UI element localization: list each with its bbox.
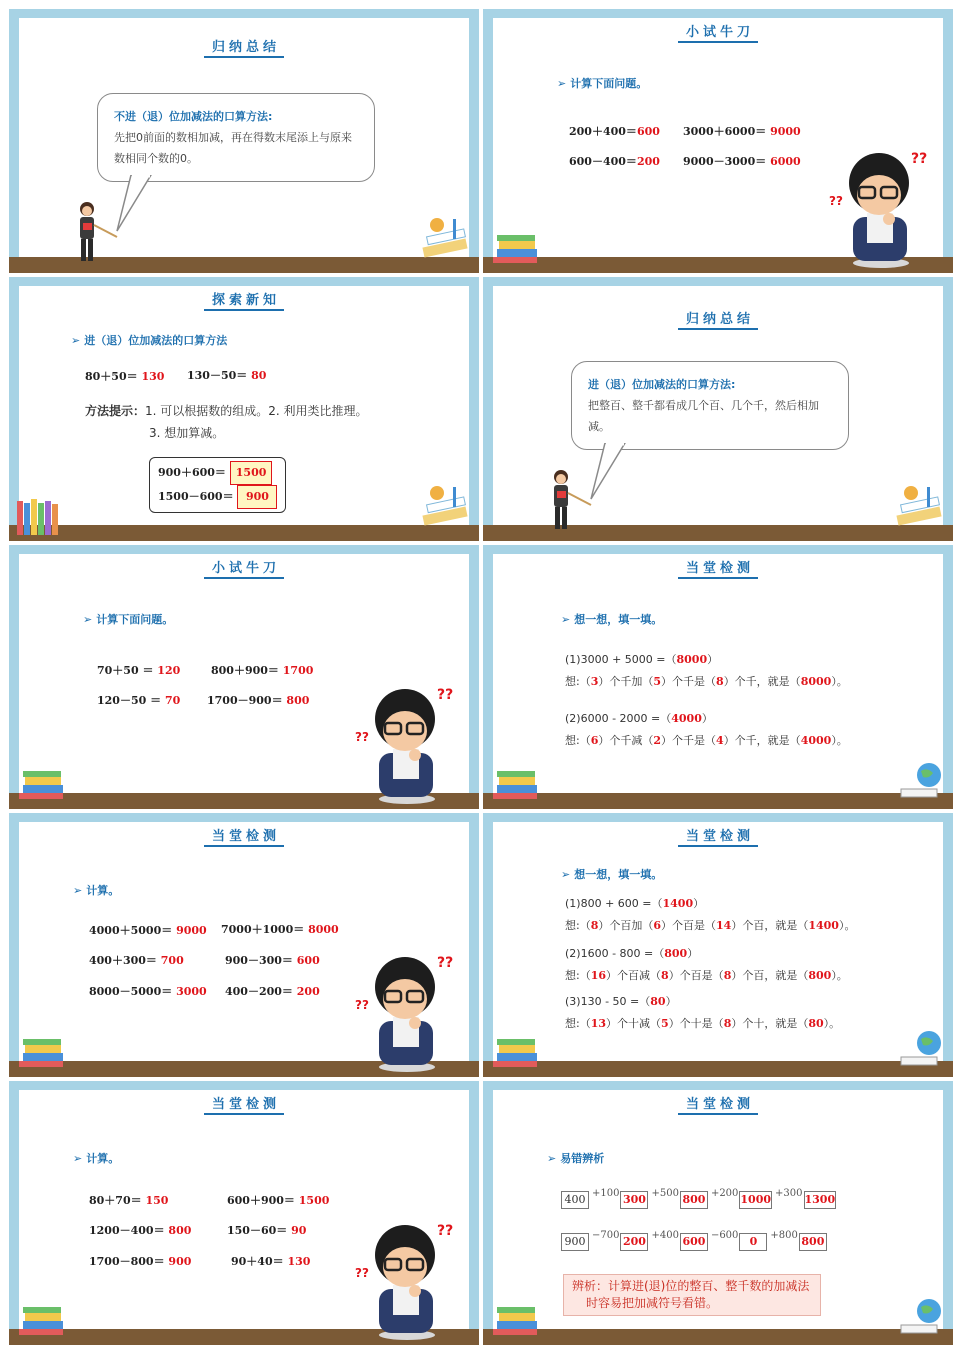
equation: 1700－900＝ 800 xyxy=(207,694,310,707)
svg-text:??: ?? xyxy=(829,194,843,208)
equation: 4000＋5000＝ 9000 xyxy=(89,924,207,937)
practice-box xyxy=(149,457,286,513)
method-hint: 方法提示：1. 可以根据数的组成。2. 利用类比推理。 xyxy=(85,404,368,418)
chevron-right-icon: ➢ xyxy=(561,868,571,881)
svg-text:??: ?? xyxy=(355,1266,369,1280)
reasoning: 想:（3）个千加（5）个千是（8）个千，就是（8000）。 xyxy=(565,675,848,688)
slide-title: 归纳总结 xyxy=(483,308,953,330)
svg-text:??: ?? xyxy=(911,151,928,167)
equation: 70＋50 ＝ 120 xyxy=(97,664,181,677)
thinking-boy-illustration xyxy=(349,943,459,1073)
slide-title: 小试牛刀 xyxy=(9,557,479,579)
reasoning: 想:（13）个十减（5）个十是（8）个十，就是（80）。 xyxy=(565,1017,841,1030)
train-engine: 400 xyxy=(561,1191,589,1209)
operation: +800 xyxy=(770,1229,798,1241)
books-illustration xyxy=(13,1035,73,1073)
speech-bubble xyxy=(571,361,849,450)
equation: 200＋400＝600 xyxy=(569,125,660,138)
slide-title: 当堂检测 xyxy=(483,1093,953,1115)
train-car: 300 xyxy=(620,1191,648,1209)
bullet-heading: ➢ 进（退）位加减法的口算方法 xyxy=(71,334,228,347)
thinking-boy-illustration xyxy=(349,675,459,805)
floor xyxy=(483,793,953,809)
bullet-heading: ➢ 想一想，填一填。 xyxy=(561,613,663,626)
train-car: 200 xyxy=(620,1233,648,1251)
floor xyxy=(9,525,479,541)
svg-text:??: ?? xyxy=(437,1223,454,1239)
equation: 1200－400＝ 800 xyxy=(89,1224,192,1237)
note-line: 辨析：计算进(退)位的整百、整千数的加减法 xyxy=(572,1279,810,1293)
svg-text:??: ?? xyxy=(437,955,454,971)
bullet-heading: ➢ 计算。 xyxy=(73,1152,120,1165)
question: (3)130 - 50 =（80） xyxy=(565,995,677,1008)
bookshelf-illustration xyxy=(15,497,63,537)
books-illustration xyxy=(417,483,473,533)
thinking-boy-illustration xyxy=(823,139,933,269)
equation: 7000＋1000＝ 8000 xyxy=(221,923,339,936)
chevron-right-icon: ➢ xyxy=(547,1152,557,1165)
slide-8 xyxy=(483,813,953,1077)
equation: 600＋900＝ 1500 xyxy=(227,1194,330,1207)
chevron-right-icon: ➢ xyxy=(73,884,83,897)
teacher-illustration xyxy=(69,199,129,269)
floor xyxy=(483,1329,953,1345)
error-analysis-note xyxy=(563,1274,821,1316)
train-engine: 900 xyxy=(561,1233,589,1251)
teacher-illustration xyxy=(543,467,603,537)
bullet-heading: ➢ 计算下面问题。 xyxy=(557,77,648,90)
method-hint-line2: 3. 想加算减。 xyxy=(149,426,225,440)
speech-bubble xyxy=(97,93,375,182)
globe-illustration xyxy=(897,1295,947,1339)
slide-title: 探索新知 xyxy=(9,289,479,311)
books-illustration xyxy=(487,231,547,269)
floor xyxy=(483,1061,953,1077)
equation: 9000－3000＝ 6000 xyxy=(683,155,801,168)
books-illustration xyxy=(417,215,473,265)
thinking-boy-illustration xyxy=(349,1211,459,1341)
operation: +100 xyxy=(592,1187,620,1199)
globe-illustration xyxy=(897,1027,947,1071)
bubble-heading: 进（退）位加减法的口算方法: xyxy=(588,378,736,391)
operation: +500 xyxy=(651,1187,679,1199)
equation: 400＋300＝ 700 xyxy=(89,954,184,967)
equation: 400－200＝ 200 xyxy=(225,985,320,998)
train-row xyxy=(561,1229,829,1251)
equation: 130－50＝ 80 xyxy=(187,369,267,382)
operation: −600 xyxy=(710,1229,739,1241)
books-illustration xyxy=(487,767,547,805)
slide-1 xyxy=(9,9,479,273)
equation: 90＋40＝ 130 xyxy=(231,1255,311,1268)
books-illustration xyxy=(891,483,947,533)
books-illustration xyxy=(13,1303,73,1341)
slide-6 xyxy=(483,545,953,809)
equation: 8000－5000＝ 3000 xyxy=(89,985,207,998)
books-illustration xyxy=(13,767,73,805)
equation: 600－400＝200 xyxy=(569,155,660,168)
slide-title: 当堂检测 xyxy=(483,825,953,847)
slide-4 xyxy=(483,277,953,541)
train-row xyxy=(561,1187,838,1209)
slide-2 xyxy=(483,9,953,273)
operation: +400 xyxy=(651,1229,679,1241)
operation: +200 xyxy=(710,1187,739,1199)
slide-canvas xyxy=(493,822,943,1068)
svg-text:??: ?? xyxy=(355,730,369,744)
globe-illustration xyxy=(897,759,947,803)
note-line: 时容易把加减符号看错。 xyxy=(586,1296,719,1310)
bullet-heading: ➢ 计算。 xyxy=(73,884,120,897)
books-illustration xyxy=(487,1303,547,1341)
equation: 1700－800＝ 900 xyxy=(89,1255,192,1268)
bullet-heading: ➢ 易错辨析 xyxy=(547,1152,605,1165)
chevron-right-icon: ➢ xyxy=(71,334,81,347)
bubble-heading: 不进（退）位加减法的口算方法: xyxy=(114,110,273,123)
equation: 900－300＝ 600 xyxy=(225,954,320,967)
slide-title: 当堂检测 xyxy=(483,557,953,579)
reasoning: 想:（16）个百减（8）个百是（8）个百，就是（800）。 xyxy=(565,969,848,982)
reasoning: 想:（8）个百加（6）个百是（14）个百，就是（1400）。 xyxy=(565,919,856,932)
equation: 80＋70＝ 150 xyxy=(89,1194,169,1207)
bullet-heading: ➢ 计算下面问题。 xyxy=(83,613,174,626)
chevron-right-icon: ➢ xyxy=(561,613,571,626)
question: (1)3000 + 5000 =（8000） xyxy=(565,653,719,666)
chevron-right-icon: ➢ xyxy=(557,77,567,90)
bullet-heading: ➢ 想一想，填一填。 xyxy=(561,868,663,881)
operation: −700 xyxy=(592,1229,620,1241)
slide-title: 归纳总结 xyxy=(9,36,479,58)
bubble-text: 先把0前面的数相加减，再在得数末尾添上与原来数相同个数的0。 xyxy=(114,131,352,165)
books-illustration xyxy=(487,1035,547,1073)
slide-5 xyxy=(9,545,479,809)
question: (2)6000 - 2000 =（4000） xyxy=(565,712,713,725)
operation: +300 xyxy=(775,1187,803,1199)
train-car: 0 xyxy=(739,1233,767,1251)
equation: 800＋900＝ 1700 xyxy=(211,664,314,677)
slide-title: 当堂检测 xyxy=(9,1093,479,1115)
train-car: 800 xyxy=(680,1191,708,1209)
question: (1)800 + 600 =（1400） xyxy=(565,897,705,910)
train-car: 600 xyxy=(680,1233,708,1251)
svg-text:??: ?? xyxy=(355,998,369,1012)
equation: 120－50 ＝ 70 xyxy=(97,694,181,707)
chevron-right-icon: ➢ xyxy=(73,1152,83,1165)
svg-text:??: ?? xyxy=(437,687,454,703)
train-car: 1000 xyxy=(739,1191,772,1209)
bubble-text: 把整百、整千都看成几个百、几个千，然后相加减。 xyxy=(588,399,819,433)
train-car: 1300 xyxy=(804,1191,837,1209)
chevron-right-icon: ➢ xyxy=(83,613,93,626)
equation: 900＋600＝ 1500 xyxy=(158,461,277,485)
equation: 3000＋6000＝ 9000 xyxy=(683,125,801,138)
slide-7 xyxy=(9,813,479,1077)
train-car: 800 xyxy=(799,1233,827,1251)
slide-10 xyxy=(483,1081,953,1345)
question: (2)1600 - 800 =（800） xyxy=(565,947,699,960)
slide-title: 小试牛刀 xyxy=(483,21,953,43)
equation: 80＋50＝ 130 xyxy=(85,370,165,383)
slide-3 xyxy=(9,277,479,541)
equation: 150－60＝ 90 xyxy=(227,1224,307,1237)
reasoning: 想:（6）个千减（2）个千是（4）个千，就是（4000）。 xyxy=(565,734,848,747)
equation: 1500－600＝ 900 xyxy=(158,485,277,509)
slide-title: 当堂检测 xyxy=(9,825,479,847)
slide-9 xyxy=(9,1081,479,1345)
